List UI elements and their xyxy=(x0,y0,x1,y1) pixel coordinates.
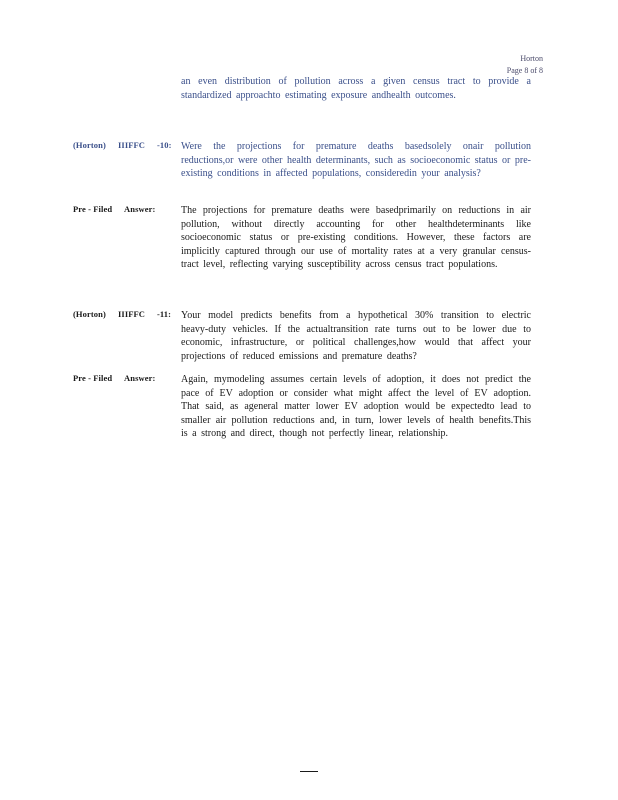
question-code-label: IIIFFC xyxy=(118,309,146,319)
question-text: Your model predicts benefits from a hypothetical 30% transition to electric heavy-duty vehicles. If the actualtransition rate turns out to be lower due to economic, infrastructure, or political challenges,how would that affect your projections of reduced emissions and premature deaths? xyxy=(181,310,531,362)
intro-paragraph: an even distribution of pollution across a given census tract to provide a standardized approachto estimating exposure andhealth outcomes. xyxy=(181,76,531,101)
question-witness-label: (Horton) xyxy=(73,140,106,150)
answer-text: The projections for premature deaths were basedprimarily on reductions in air pollution, without directly accounting for other healthdeterminants like socioeconomic status or pre-existing conditions. However, these factors are implicitly captured through our use of mortality rates at a very granular census-tract level, reflecting varying susceptibility across census tract populations. xyxy=(181,205,531,270)
question-text: Were the projections for premature deaths basedsolely onair pollution reductions,or were other health determinants, such as socioeconomic status or pre-existing conditions in affected populations, consideredin your analysis? xyxy=(181,141,531,179)
header-page-number: Page 8 of 8 xyxy=(506,66,543,75)
answer-prefiled-label: Pre - Filed xyxy=(73,373,113,383)
question-witness-label: (Horton) xyxy=(73,309,106,319)
question-number-label: -11: xyxy=(157,309,172,319)
page-header xyxy=(507,53,543,77)
answer-prefiled-label: Pre - Filed xyxy=(73,204,113,214)
answer-text: Again, mymodeling assumes certain levels of adoption, it does not predict the pace of EV adoption or consider what might affect the level of EV adoption. That said, as ageneral matter lower EV adoption would be expectedto lead to smaller air pollution reductions and, in turn, lower levels of health benefits.This is a strong and direct, though not perfectly linear, relationship. xyxy=(181,374,531,439)
answer-label: Answer: xyxy=(124,204,156,214)
header-name: Horton xyxy=(520,54,543,63)
question-code-label: IIIFFC xyxy=(118,140,146,150)
question-number-label: -10: xyxy=(157,140,172,150)
footer-rule xyxy=(300,771,318,772)
answer-label: Answer: xyxy=(124,373,156,383)
